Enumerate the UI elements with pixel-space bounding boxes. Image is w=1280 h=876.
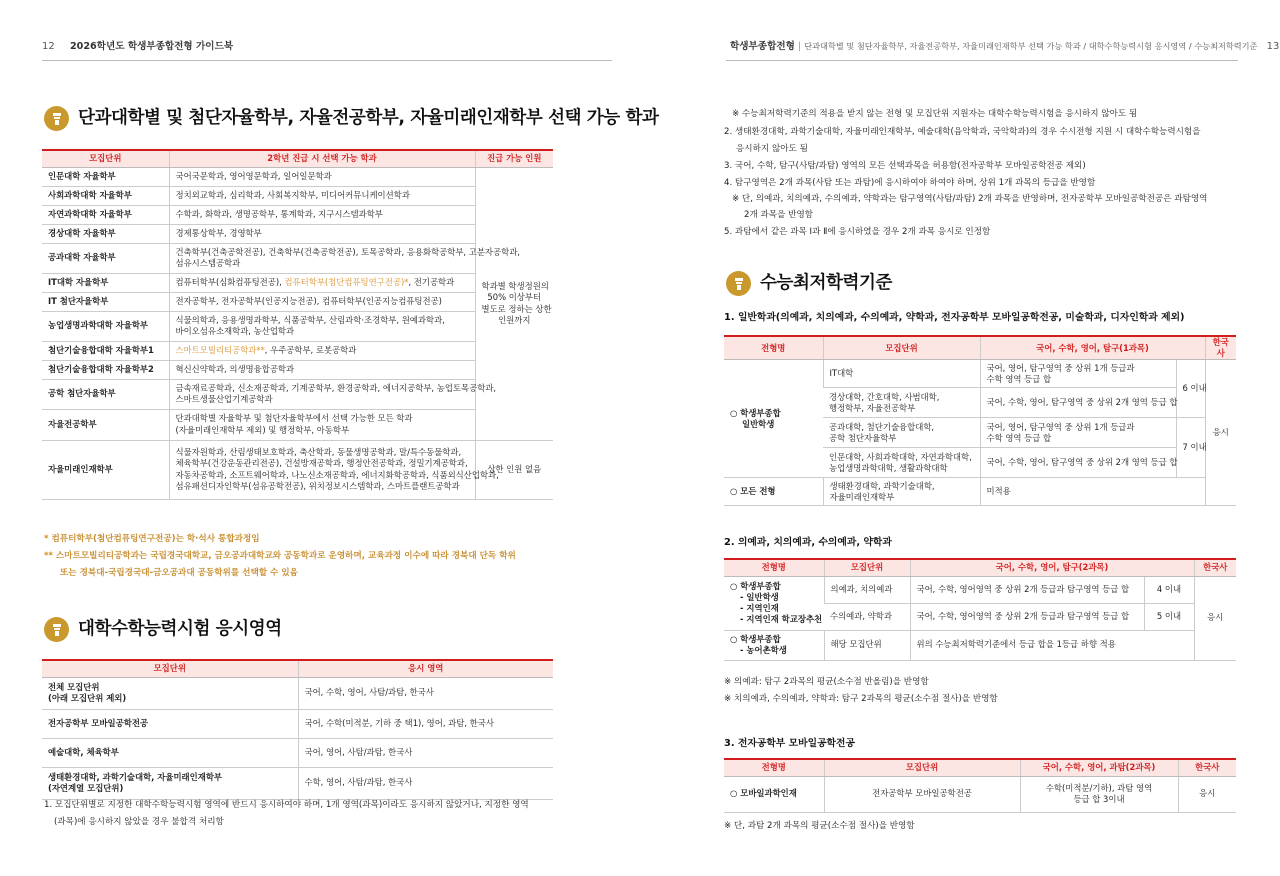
general-criteria-table xyxy=(724,335,1236,506)
departments-cell: 단과대학별 자율학부 및 첨단자율학부에서 선택 가능한 모든 학과 (자율미래인재학부 제외) 및 행정학부, 아동학부 xyxy=(169,409,475,440)
col-header: 모집단위 xyxy=(42,150,169,167)
unit-cell: 공학 첨단자율학부 xyxy=(42,379,169,409)
selectable-departments-table xyxy=(42,149,553,500)
col-header: 진급 가능 인원 xyxy=(475,150,553,167)
table-row xyxy=(724,630,1236,660)
table-row xyxy=(42,440,553,499)
criteria-cell: 국어, 수학, 영어영역 중 상위 2개 등급과 탐구영역 등급 합 xyxy=(910,576,1144,603)
unit-cell: 자율미래인재학부 xyxy=(42,440,169,499)
sub3-note: ※ 단, 과탐 2개 과목의 평균(소수점 절사)을 반영함 xyxy=(724,821,915,831)
unit-cell: 인문대학 자율학부 xyxy=(42,167,169,186)
header-divider xyxy=(726,60,1238,61)
table-row xyxy=(724,360,1236,388)
history-cell: 응시 xyxy=(1205,360,1236,506)
footnote-2-cont: 또는 경북대-국립경국대-금오공과대 공동학위를 선택할 수 있음 xyxy=(60,568,298,578)
header-divider xyxy=(42,60,612,61)
col-header: 전형명 xyxy=(724,336,823,360)
col-header: 한국사 xyxy=(1178,759,1236,776)
sub2-note: ※ 치의예과, 수의예과, 약학과: 탐구 2과목의 평균(소수점 절사)을 반영함 xyxy=(724,694,998,704)
table-row xyxy=(42,709,553,738)
medal-icon xyxy=(44,106,69,131)
unit-cell: 의예과, 치의예과 xyxy=(824,576,910,603)
col-header: 응시 영역 xyxy=(298,660,553,677)
sub3-title: 3. 전자공학부 모바일공학전공 xyxy=(724,738,855,749)
history-cell: 응시 xyxy=(1194,576,1236,660)
page-number: 13 xyxy=(1266,41,1280,52)
top-note: 3. 국어, 수학, 탐구(사탐/과탐) 영역의 모든 선택과목을 허용함(전자공학부 모바일공학전공 제외) xyxy=(724,161,1086,171)
type-cell: ○ 모바일과학인재 xyxy=(724,776,824,812)
quota-cell: 상한 인원 없음 xyxy=(475,440,553,499)
unit-cell: 첨단기술융합대학 자율학부2 xyxy=(42,360,169,379)
table-row xyxy=(42,677,553,709)
criteria-cell: 미적용 xyxy=(980,478,1205,506)
header-title: 2026학년도 학생부종합전형 가이드북 xyxy=(69,41,234,52)
unit-cell: 수의예과, 약학과 xyxy=(824,603,910,630)
col-header: 전형명 xyxy=(724,759,824,776)
exam-area-table xyxy=(42,659,553,800)
medal-icon xyxy=(44,617,69,642)
col-header: 한국사 xyxy=(1194,559,1236,576)
unit-cell: 인문대학, 사회과학대학, 자연과학대학, 농업생명과학대학, 생활과학대학 xyxy=(823,448,980,478)
departments-cell: 전자공학부, 전자공학부(인공지능전공), 컴퓨터학부(인공지능컴퓨팅전공) xyxy=(169,292,475,311)
highlighted-dept: 스마트모빌리티공학과** xyxy=(175,344,265,355)
top-note: 5. 과탐에서 같은 과목 Ⅰ과 Ⅱ에 응시하였을 경우 2개 과목 응시로 인정함 xyxy=(724,227,991,237)
departments-cell: 혁신신약학과, 의생명융합공학과 xyxy=(169,360,475,379)
col-header: 한국사 xyxy=(1205,336,1236,360)
unit-cell: 전자공학부 모바일공학전공 xyxy=(824,776,1020,812)
left-header xyxy=(42,40,233,54)
mobile-criteria-table xyxy=(724,758,1236,813)
limit-cell: 5 이내 xyxy=(1144,603,1194,630)
type-cell: ○ 학생부종합 일반학생 xyxy=(724,360,823,478)
table-row xyxy=(42,167,553,186)
col-header: 2학년 진급 시 선택 가능 학과 xyxy=(169,150,475,167)
unit-cell: 농업생명과학대학 자율학부 xyxy=(42,311,169,341)
medal-icon xyxy=(726,271,751,296)
limit-cell: 6 이내 xyxy=(1176,360,1205,418)
limit-cell: 4 이내 xyxy=(1144,576,1194,603)
criteria-cell: 수학(미적분/기하), 과탐 영역 등급 합 3이내 xyxy=(1020,776,1178,812)
unit-cell: 공과대학 자율학부 xyxy=(42,243,169,273)
table-row xyxy=(724,776,1236,812)
col-header: 모집단위 xyxy=(823,336,980,360)
departments-cell: 수학과, 화학과, 생명공학부, 통계학과, 지구시스템과학부 xyxy=(169,205,475,224)
sub2-note: ※ 의예과: 탐구 2과목의 평균(소수점 반올림)을 반영함 xyxy=(724,677,929,687)
col-header: 국어, 수학, 영어, 탐구(2과목) xyxy=(910,559,1194,576)
departments-cell: 식물자원학과, 산림생태보호학과, 축산학과, 동물생명공학과, 말/특수동물학과, 체육학부(건강운동관리전공), 건설방재공학과, 행정안전공학과, 정밀기계공학과, 자동차공학과, 소프트웨어학과, 나노신소재공학과, 에너지화학공학과, 식품외식산업학과, 섬유패션디자인학부(섬유공학전공), 위치정보시스템학과, 스마트플랜트공학과 xyxy=(169,440,475,499)
unit-cell: 예술대학, 체육학부 xyxy=(42,738,298,767)
departments-cell: 건축학부(건축공학전공), 건축학부(건축공학전공), 토목공학과, 응용화학공학부, 고분자공학과, 섬유시스템공학과 xyxy=(169,243,475,273)
unit-cell: 경상대학, 간호대학, 사범대학, 행정학부, 자율전공학부 xyxy=(823,388,980,418)
section3-title: 수능최저학력기준 xyxy=(760,272,893,293)
section2-note: 1. 모집단위별로 지정한 대학수학능력시험 영역에 반드시 응시하여야 하며, 1개 영역(과목)이라도 응시하지 않았거나, 지정한 영역 xyxy=(44,800,529,810)
right-header: 학생부종합전형 | 단과대학별 및 첨단자율학부, 자율전공학부, 자율미래인재학부 선택 가능 학과 / 대학수학능력시험 응시영역 / 수능최저학력기준 13 xyxy=(730,41,1280,52)
unit-cell: 사회과학대학 자율학부 xyxy=(42,186,169,205)
section1-heading xyxy=(44,106,659,131)
departments-cell: 금속재료공학과, 신소재공학과, 기계공학부, 환경공학과, 에너지공학부, 농업토목공학과, 스마트생물산업기계공학과 xyxy=(169,379,475,409)
sub2-title: 2. 의예과, 치의예과, 수의예과, 약학과 xyxy=(724,537,892,548)
section3-heading xyxy=(726,271,892,296)
type-cell: ○ 학생부종합 - 농어촌학생 xyxy=(724,630,824,660)
highlighted-dept: 컴퓨터학부(첨단컴퓨팅연구전공)* xyxy=(284,276,409,287)
departments-cell: 스마트모빌리티공학과**, 우주공학부, 로봇공학과 xyxy=(169,341,475,360)
unit-cell: 해당 모집단위 xyxy=(824,630,910,660)
top-note: 4. 탐구영역은 2개 과목(사탐 또는 과탐)에 응시하여야 하여야 하며, 상위 1개 과목의 등급을 반영함 xyxy=(724,178,1096,188)
top-note: ※ 수능최저학력기준의 적용을 받지 않는 전형 및 모집단위 지원자는 대학수학능력시험을 응시하지 않아도 됨 xyxy=(732,109,1138,119)
unit-cell: 생태환경대학, 과학기술대학, 자율미래인재학부 (자연계열 모집단위) xyxy=(42,767,298,799)
unit-cell: 생태환경대학, 과학기술대학, 자율미래인재학부 xyxy=(823,478,980,506)
unit-cell: IT 첨단자율학부 xyxy=(42,292,169,311)
top-note: 2. 생태환경대학, 과학기술대학, 자율미래인재학부, 예술대학(음악학과, 국악학과)의 경우 수시전형 지원 시 대학수학능력시험을 xyxy=(724,127,1201,137)
unit-cell: 자연과학대학 자율학부 xyxy=(42,205,169,224)
history-cell: 응시 xyxy=(1178,776,1236,812)
unit-cell: 자율전공학부 xyxy=(42,409,169,440)
unit-cell: 전자공학부 모바일공학전공 xyxy=(42,709,298,738)
top-note: 응시하지 않아도 됨 xyxy=(736,144,808,154)
header-subtitle: 단과대학별 및 첨단자율학부, 자율전공학부, 자율미래인재학부 선택 가능 학과 / 대학수학능력시험 응시영역 / 수능최저학력기준 xyxy=(804,41,1258,51)
col-header: 전형명 xyxy=(724,559,824,576)
unit-cell: IT대학 xyxy=(823,360,980,388)
criteria-cell: 국어, 수학, 영어, 탐구영역 중 상위 2개 영역 등급 합 xyxy=(980,448,1176,478)
area-cell: 국어, 수학, 영어, 사탐/과탐, 한국사 xyxy=(298,677,553,709)
sub1-title: 1. 일반학과(의예과, 치의예과, 수의예과, 약학과, 전자공학부 모바일공학전공, 미술학과, 디자인학과 제외) xyxy=(724,312,1185,323)
departments-cell: 컴퓨터학부(심화컴퓨팅전공), 컴퓨터학부(첨단컴퓨팅연구전공)*, 전기공학과 xyxy=(169,273,475,292)
col-header: 모집단위 xyxy=(824,559,910,576)
criteria-cell: 국어, 수학, 영어영역 중 상위 2개 등급과 탐구영역 등급 합 xyxy=(910,603,1144,630)
section1-title: 단과대학별 및 첨단자율학부, 자율전공학부, 자율미래인재학부 선택 가능 학과 xyxy=(78,107,659,128)
right-page xyxy=(640,0,1280,876)
footnote-2: ** 스마트모빌리티공학과는 국립경국대학교, 금오공과대학교와 공동학과로 운영하며, 교육과정 이수에 따라 경북대 단독 학위 xyxy=(44,551,516,561)
unit-cell: 첨단기술융합대학 자율학부1 xyxy=(42,341,169,360)
table-row xyxy=(724,478,1236,506)
criteria-cell: 국어, 수학, 영어, 탐구영역 중 상위 2개 영역 등급 합 xyxy=(980,388,1176,418)
col-header: 국어, 수학, 영어, 탐구(1과목) xyxy=(980,336,1205,360)
area-cell: 국어, 영어, 사탐/과탐, 한국사 xyxy=(298,738,553,767)
table-row xyxy=(42,738,553,767)
footnote-1: * 컴퓨터학부(첨단컴퓨팅연구전공)는 학·석사 통합과정임 xyxy=(44,534,260,544)
departments-cell: 경제통상학부, 경영학부 xyxy=(169,224,475,243)
departments-cell: 식물의학과, 응용생명과학부, 식품공학부, 산림과학·조경학부, 원예과학과, 바이오섬유소재학과, 농산업학과 xyxy=(169,311,475,341)
criteria-cell: 위의 수능최저학력기준에서 등급 합을 1등급 하향 적용 xyxy=(910,630,1194,660)
medical-criteria-table xyxy=(724,558,1236,661)
criteria-cell: 국어, 영어, 탐구영역 중 상위 1개 등급과 수학 영역 등급 합 xyxy=(980,360,1176,388)
area-cell: 국어, 수학(미적분, 기하 중 택1), 영어, 과탐, 한국사 xyxy=(298,709,553,738)
type-cell: ○ 모든 전형 xyxy=(724,478,823,506)
col-header: 모집단위 xyxy=(824,759,1020,776)
section2-note-cont: (과목)에 응시하지 않았을 경우 불합격 처리함 xyxy=(54,817,224,827)
unit-cell: 전체 모집단위 (아래 모집단위 제외) xyxy=(42,677,298,709)
section2-heading xyxy=(44,617,282,642)
table-row xyxy=(724,576,1236,603)
area-cell: 수학, 영어, 사탐/과탐, 한국사 xyxy=(298,767,553,799)
header-title: 학생부종합전형 xyxy=(730,41,795,52)
col-header: 모집단위 xyxy=(42,660,298,677)
type-cell: ○ 학생부종합 - 일반학생 - 지역인재 - 지역인재 학교장추천 xyxy=(724,576,824,630)
criteria-cell: 국어, 영어, 탐구영역 중 상위 1개 등급과 수학 영역 등급 합 xyxy=(980,418,1176,448)
unit-cell: 공과대학, 첨단기술융합대학, 공학 첨단자율학부 xyxy=(823,418,980,448)
top-note: ※ 단, 의예과, 치의예과, 수의예과, 약학과는 탐구영역(사탐/과탐) 2개 과목을 반영하며, 전자공학부 모바일공학전공은 과탐영역 xyxy=(732,194,1208,204)
unit-cell: 경상대학 자율학부 xyxy=(42,224,169,243)
quota-cell: 학과별 학생정원의 50% 이상부터 별도로 정하는 상한 인원까지 xyxy=(475,167,553,440)
limit-cell: 7 이내 xyxy=(1176,418,1205,478)
top-note: 2개 과목을 반영함 xyxy=(744,210,814,220)
col-header: 국어, 수학, 영어, 과탐(2과목) xyxy=(1020,759,1178,776)
unit-cell: IT대학 자율학부 xyxy=(42,273,169,292)
departments-cell: 국어국문학과, 영어영문학과, 일어일문학과 xyxy=(169,167,475,186)
departments-cell: 정치외교학과, 심리학과, 사회복지학부, 미디어커뮤니케이션학과 xyxy=(169,186,475,205)
page-number: 12 xyxy=(42,41,55,52)
table-row xyxy=(42,767,553,799)
section2-title: 대학수학능력시험 응시영역 xyxy=(78,618,282,639)
